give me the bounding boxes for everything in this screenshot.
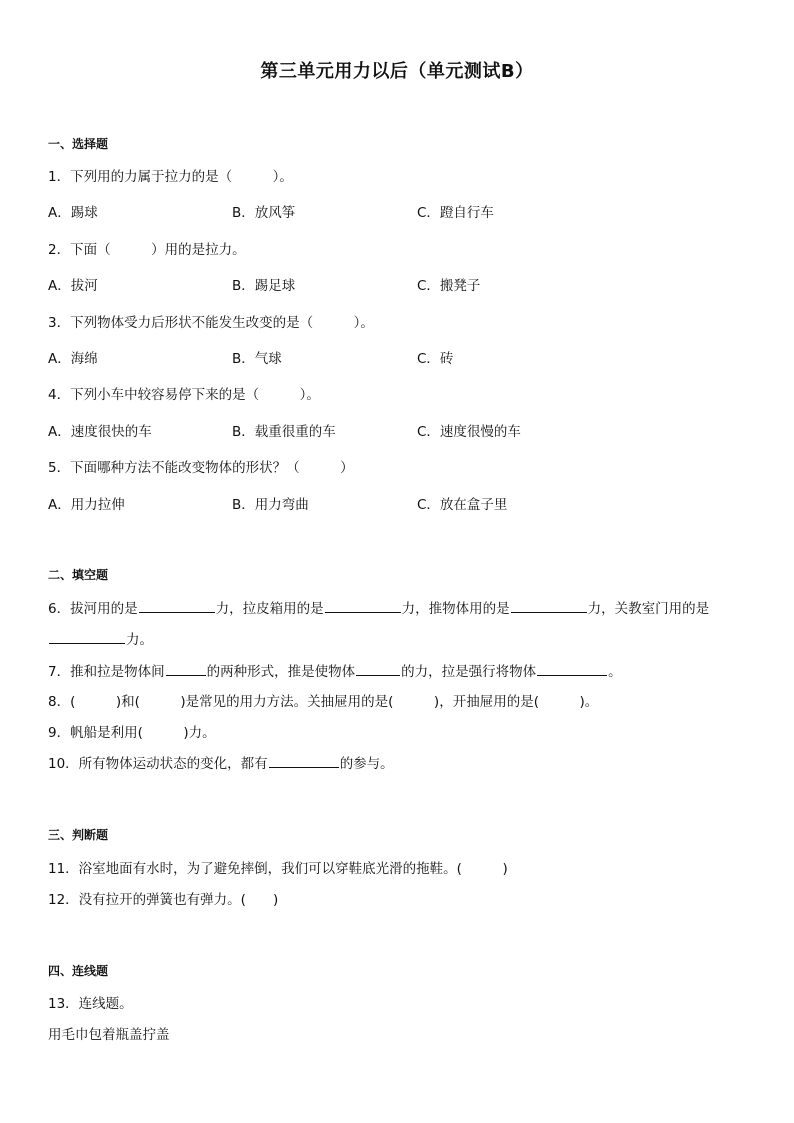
question-5-option-c: C．放在盒子里 bbox=[417, 497, 508, 513]
question-6-text-3: 力，推物体用的是 bbox=[401, 601, 510, 617]
question-2-option-a: A．拔河 bbox=[48, 278, 98, 294]
question-6-text-5: 力。 bbox=[126, 632, 153, 648]
question-13-item-1: 用毛巾包着瓶盖拧盖 bbox=[48, 1027, 170, 1043]
question-4-option-a: A．速度很快的车 bbox=[48, 424, 152, 440]
question-1-stem: 1．下列用的力属于拉力的是（ ）。 bbox=[48, 169, 293, 185]
answer-blank[interactable] bbox=[139, 599, 215, 613]
question-7-text-3: 的力，拉是强行将物体 bbox=[401, 664, 537, 680]
question-6-line-1 bbox=[48, 597, 709, 617]
question-10-text-1: 10．所有物体运动状态的变化，都有 bbox=[48, 756, 268, 772]
question-7-text-4: 。 bbox=[608, 664, 622, 680]
page-title: 第三单元用力以后（单元测试B） bbox=[260, 61, 534, 82]
question-7-text-1: 7．推和拉是物体间 bbox=[48, 664, 165, 680]
question-4-option-b: B．载重很重的车 bbox=[232, 424, 336, 440]
question-12: 12．没有拉开的弹簧也有弹力。( ) bbox=[48, 892, 279, 908]
question-1-option-c: C．蹬自行车 bbox=[417, 205, 494, 221]
question-3-option-a: A．海绵 bbox=[48, 351, 98, 367]
question-2-option-b: B．踢足球 bbox=[232, 278, 296, 294]
question-1-option-b: B．放风筝 bbox=[232, 205, 296, 221]
question-10 bbox=[48, 752, 394, 772]
question-9: 9．帆船是利用( )力。 bbox=[48, 725, 216, 741]
question-7 bbox=[48, 660, 622, 680]
question-1-option-a: A．踢球 bbox=[48, 205, 98, 221]
question-4-option-c: C．速度很慢的车 bbox=[417, 424, 521, 440]
question-6-text-1: 6．拔河用的是 bbox=[48, 601, 138, 617]
answer-blank[interactable] bbox=[166, 662, 206, 676]
question-13: 13．连线题。 bbox=[48, 996, 133, 1012]
question-3-option-b: B．气球 bbox=[232, 351, 282, 367]
question-2-stem: 2．下面（ ）用的是拉力。 bbox=[48, 242, 246, 258]
question-7-text-2: 的两种形式，推是使物体 bbox=[206, 664, 356, 680]
question-4-stem: 4．下列小车中较容易停下来的是（ ）。 bbox=[48, 387, 320, 403]
question-8: 8．( )和( )是常见的用力方法。关抽屉用的是( )，开抽屉用的是( )。 bbox=[48, 694, 599, 710]
section-title-choice: 一、选择题 bbox=[48, 137, 109, 151]
answer-blank[interactable] bbox=[537, 662, 607, 676]
section-title-judge: 三、判断题 bbox=[48, 828, 109, 842]
question-11: 11．浴室地面有水时，为了避免摔倒，我们可以穿鞋底光滑的拖鞋。( ) bbox=[48, 861, 508, 877]
question-6-text-4: 力，关教室门用的是 bbox=[587, 601, 710, 617]
question-6-text-2: 力，拉皮箱用的是 bbox=[215, 601, 324, 617]
section-title-match: 四、连线题 bbox=[48, 964, 109, 978]
answer-blank[interactable] bbox=[325, 599, 401, 613]
answer-blank[interactable] bbox=[49, 630, 125, 644]
answer-blank[interactable] bbox=[356, 662, 400, 676]
question-5-option-b: B．用力弯曲 bbox=[232, 497, 309, 513]
question-2-option-c: C．搬凳子 bbox=[417, 278, 481, 294]
question-3-option-c: C．砖 bbox=[417, 351, 454, 367]
question-6-line-2 bbox=[48, 628, 153, 648]
question-5-stem: 5．下面哪种方法不能改变物体的形状？（ ） bbox=[48, 460, 354, 476]
answer-blank[interactable] bbox=[511, 599, 587, 613]
question-10-text-2: 的参与。 bbox=[339, 756, 394, 772]
section-title-fill: 二、填空题 bbox=[48, 568, 109, 582]
answer-blank[interactable] bbox=[269, 754, 339, 768]
question-5-option-a: A．用力拉伸 bbox=[48, 497, 125, 513]
question-3-stem: 3．下列物体受力后形状不能发生改变的是（ ）。 bbox=[48, 315, 374, 331]
